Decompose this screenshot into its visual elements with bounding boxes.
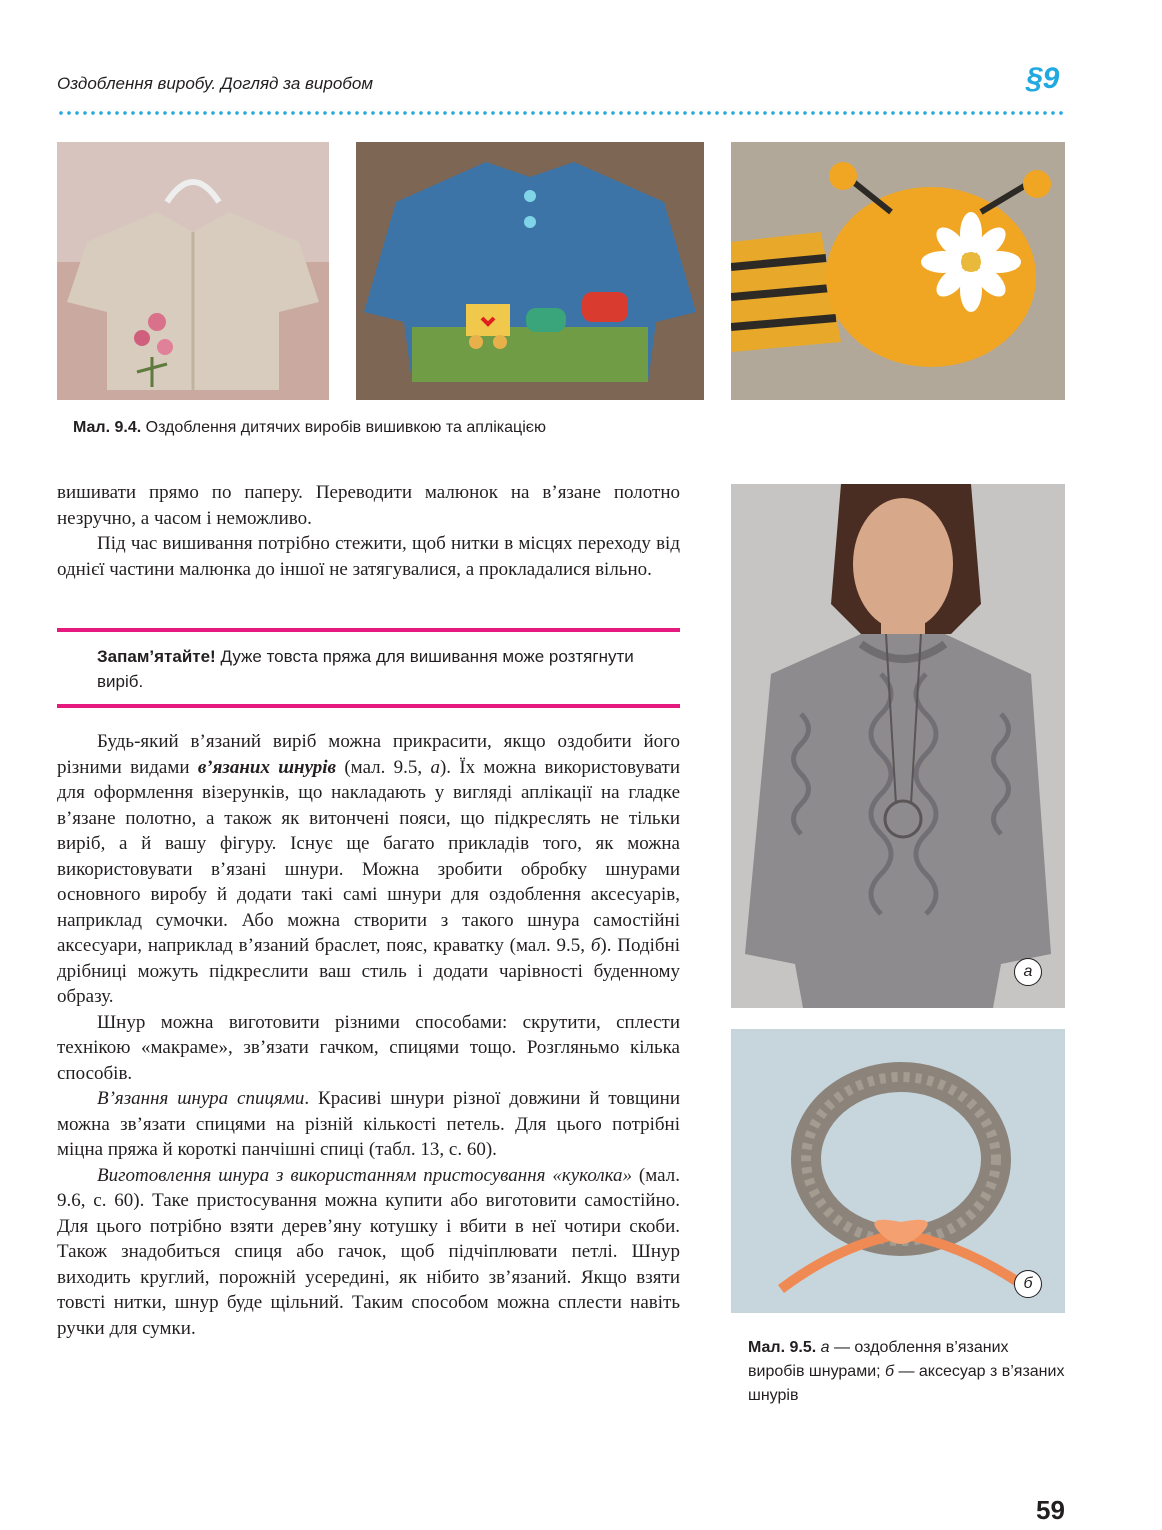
page-number: 59	[1036, 1495, 1065, 1525]
photo-blue-sweater-applique	[356, 142, 704, 400]
running-title: Оздоблення виробу. Догляд за виробом	[57, 74, 373, 93]
text-run: (мал. 9.6, с. 60). Таке пристосування можна купити або виготовити самостійно. Для цього потрібно взяти дерев’яну котушку і вбити в неї чотири скоби. Також знадобиться спиця або гачок, щоб підчіплювати петлі. Шнур виходить круглий, порожній усередині, як нібито зв’язаний. Якщо взяти товсті нитки, шнур буде щільний. Таким способом можна сплести навіть ручки для сумки.	[57, 1164, 680, 1339]
photo-embroidered-cardigan	[57, 142, 329, 400]
figure-label-a: а	[1014, 958, 1042, 986]
term-knitted-cords: в’язаних шнурів	[197, 756, 337, 778]
text-run: — аксесуар з в’язаних шнурів	[748, 1363, 1065, 1404]
figure-caption-9-5	[748, 1336, 1068, 1408]
paragraph	[57, 1086, 680, 1163]
figure-label: Мал. 9.5.	[748, 1339, 817, 1356]
dotted-divider	[57, 111, 1065, 115]
figure-label-b: б	[1014, 1270, 1042, 1298]
text-run: Будь-який в’язаний виріб можна прикрасити, якщо оздобити його різними видами	[57, 731, 680, 778]
text-run: ). Їх можна використовувати для оформлення візерунків, що накладають у вигляді аплікації на гладке в’язане полотно, а також як витончені пояси, що підкреслять не тільки виріб, а й вашу фігуру. Існує ще багато прикладів того, як можна використовувати в’язані шнури. Можна зробити обробку шнурами основного виробу й додати такі самі шнури для оздоблення аксесуарів, наприклад сумочки. Або можна створити з такого шнура самостійні аксесуари, наприклад в’язаний браслет, пояс, краватку (мал. 9.5,	[57, 756, 681, 956]
text-run: — оздоблення в’язаних виробів шнурами;	[748, 1339, 1009, 1380]
remember-bottom-rule	[57, 704, 680, 708]
subheading-kukolka: Виготовлення шнура з використанням пристосування «куколка»	[97, 1164, 633, 1186]
remember-label: Запам’ятайте!	[97, 647, 216, 666]
figure-caption-text: Оздоблення дитячих виробів вишивкою та аплікацією	[141, 419, 546, 436]
photo-bee-hat	[731, 142, 1065, 400]
figure-caption-9-4	[73, 419, 546, 437]
remember-box	[57, 628, 680, 708]
paragraph	[57, 1163, 680, 1342]
text-run: а	[816, 1339, 830, 1356]
text-run: (мал. 9.5,	[336, 756, 431, 778]
paragraph: вишивати прямо по паперу. Переводити малюнок на в’язане полотно незручно, а часом і неможливо.	[57, 482, 680, 529]
remember-text	[97, 644, 672, 694]
body-text-top	[57, 480, 680, 582]
paragraph: Шнур можна виготовити різними способами: скрутити, сплести технікою «макраме», зв’язати гачком, спицями тощо. Розгляньмо кілька способів.	[57, 1011, 680, 1084]
remember-top-rule	[57, 628, 680, 632]
text-run: ). Подібні дрібниці можуть підкреслити ваш стиль і додати чарівності буденному образу.	[57, 935, 681, 1007]
paragraph	[57, 729, 680, 1010]
photo-cord-bracelet	[731, 1029, 1065, 1313]
body-text-main	[57, 729, 680, 1341]
remember-body: Дуже товста пряжа для вишивання може розтягнути виріб.	[97, 647, 634, 691]
text-run: б	[885, 1363, 895, 1380]
paragraph: Під час вишивання потрібно стежити, щоб нитки в місцях переходу від однієї частини малюнка до іншої не затягувалися, а прокладалися вільно.	[57, 533, 680, 580]
text-run: а	[430, 756, 440, 778]
section-number: §9	[1026, 62, 1060, 95]
text-run: . Красиві шнури різної довжини й товщини можна зв’язати спицями на різній кількості петель. Для цього потрібні міцна пряжа й короткі панчішні спиці (табл. 13, с. 60).	[57, 1088, 681, 1160]
photo-cabled-sweater	[731, 484, 1065, 1008]
figure-label: Мал. 9.4.	[73, 419, 142, 436]
text-run: б	[590, 935, 601, 956]
subheading-knitting-needles: В’язання шнура спицями	[97, 1088, 305, 1109]
